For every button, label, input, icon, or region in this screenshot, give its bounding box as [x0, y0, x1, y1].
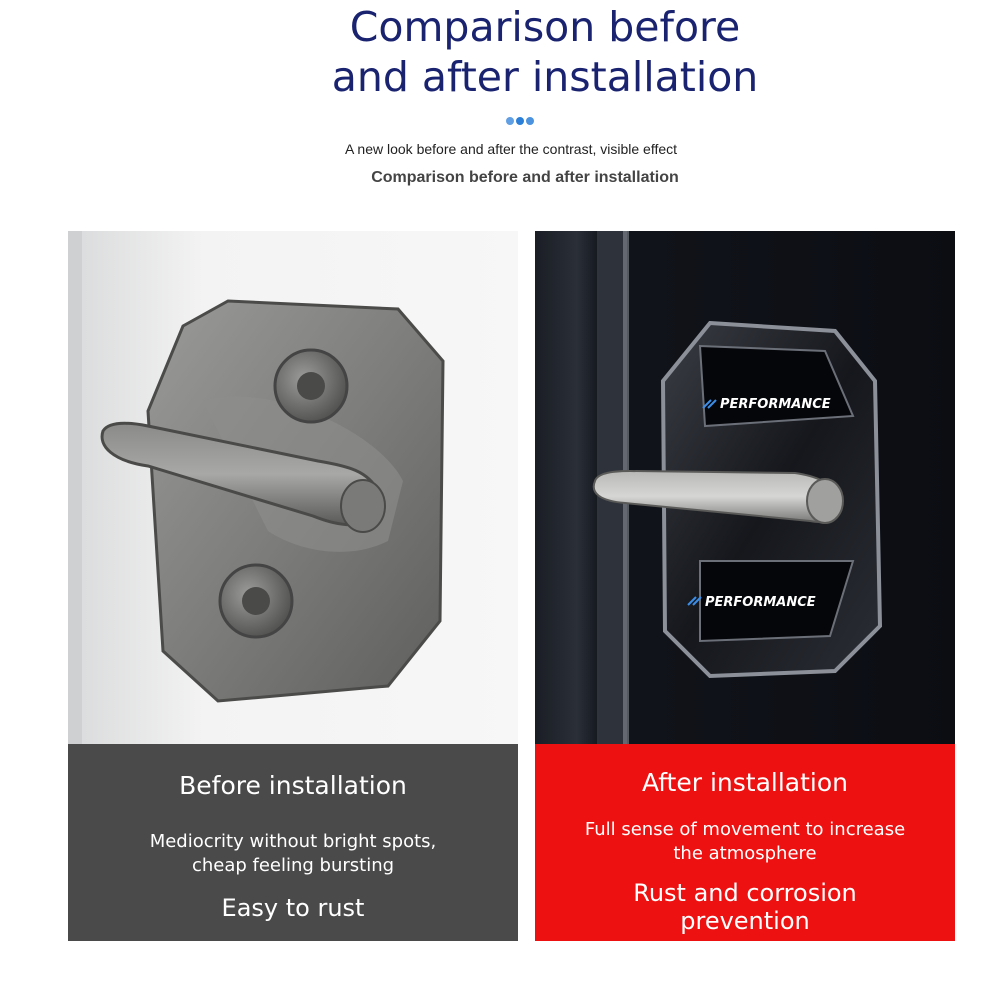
badge-text-top: PERFORMANCE — [720, 397, 831, 412]
before-description-line-2: cheap feeling bursting — [191, 855, 395, 876]
before-description — [68, 830, 518, 878]
title-line-2: and after installation — [331, 53, 759, 101]
after-extra-line-2: prevention — [680, 907, 810, 935]
covered-striker-image — [535, 231, 955, 744]
dot-icon — [506, 117, 514, 125]
after-description-line-2: the atmosphere — [673, 843, 817, 864]
after-extra — [535, 879, 955, 935]
after-panel — [535, 231, 955, 941]
header — [0, 0, 1000, 220]
after-caption — [535, 744, 955, 941]
dot-icon — [516, 117, 524, 125]
after-title: After installation — [641, 768, 849, 797]
decorative-dots — [506, 117, 546, 127]
before-panel — [68, 231, 518, 941]
plain-striker-image — [68, 231, 518, 744]
subtitle-bold: Comparison before and after installation — [371, 169, 679, 186]
subtitle: A new look before and after the contrast, visible effect — [344, 141, 678, 157]
before-extra: Easy to rust — [221, 894, 365, 922]
after-photo — [535, 231, 955, 744]
before-title: Before installation — [179, 771, 407, 800]
before-caption — [68, 744, 518, 941]
after-description — [535, 818, 955, 866]
dot-icon — [526, 117, 534, 125]
after-extra-line-1: Rust and corrosion — [633, 879, 857, 907]
page-title — [0, 2, 1000, 102]
after-description-line-1: Full sense of movement to increase — [584, 819, 906, 840]
title-line-1: Comparison before — [349, 3, 741, 51]
before-photo — [68, 231, 518, 744]
before-description-line-1: Mediocrity without bright spots, — [149, 831, 437, 852]
badge-text-bottom: PERFORMANCE — [705, 595, 816, 610]
